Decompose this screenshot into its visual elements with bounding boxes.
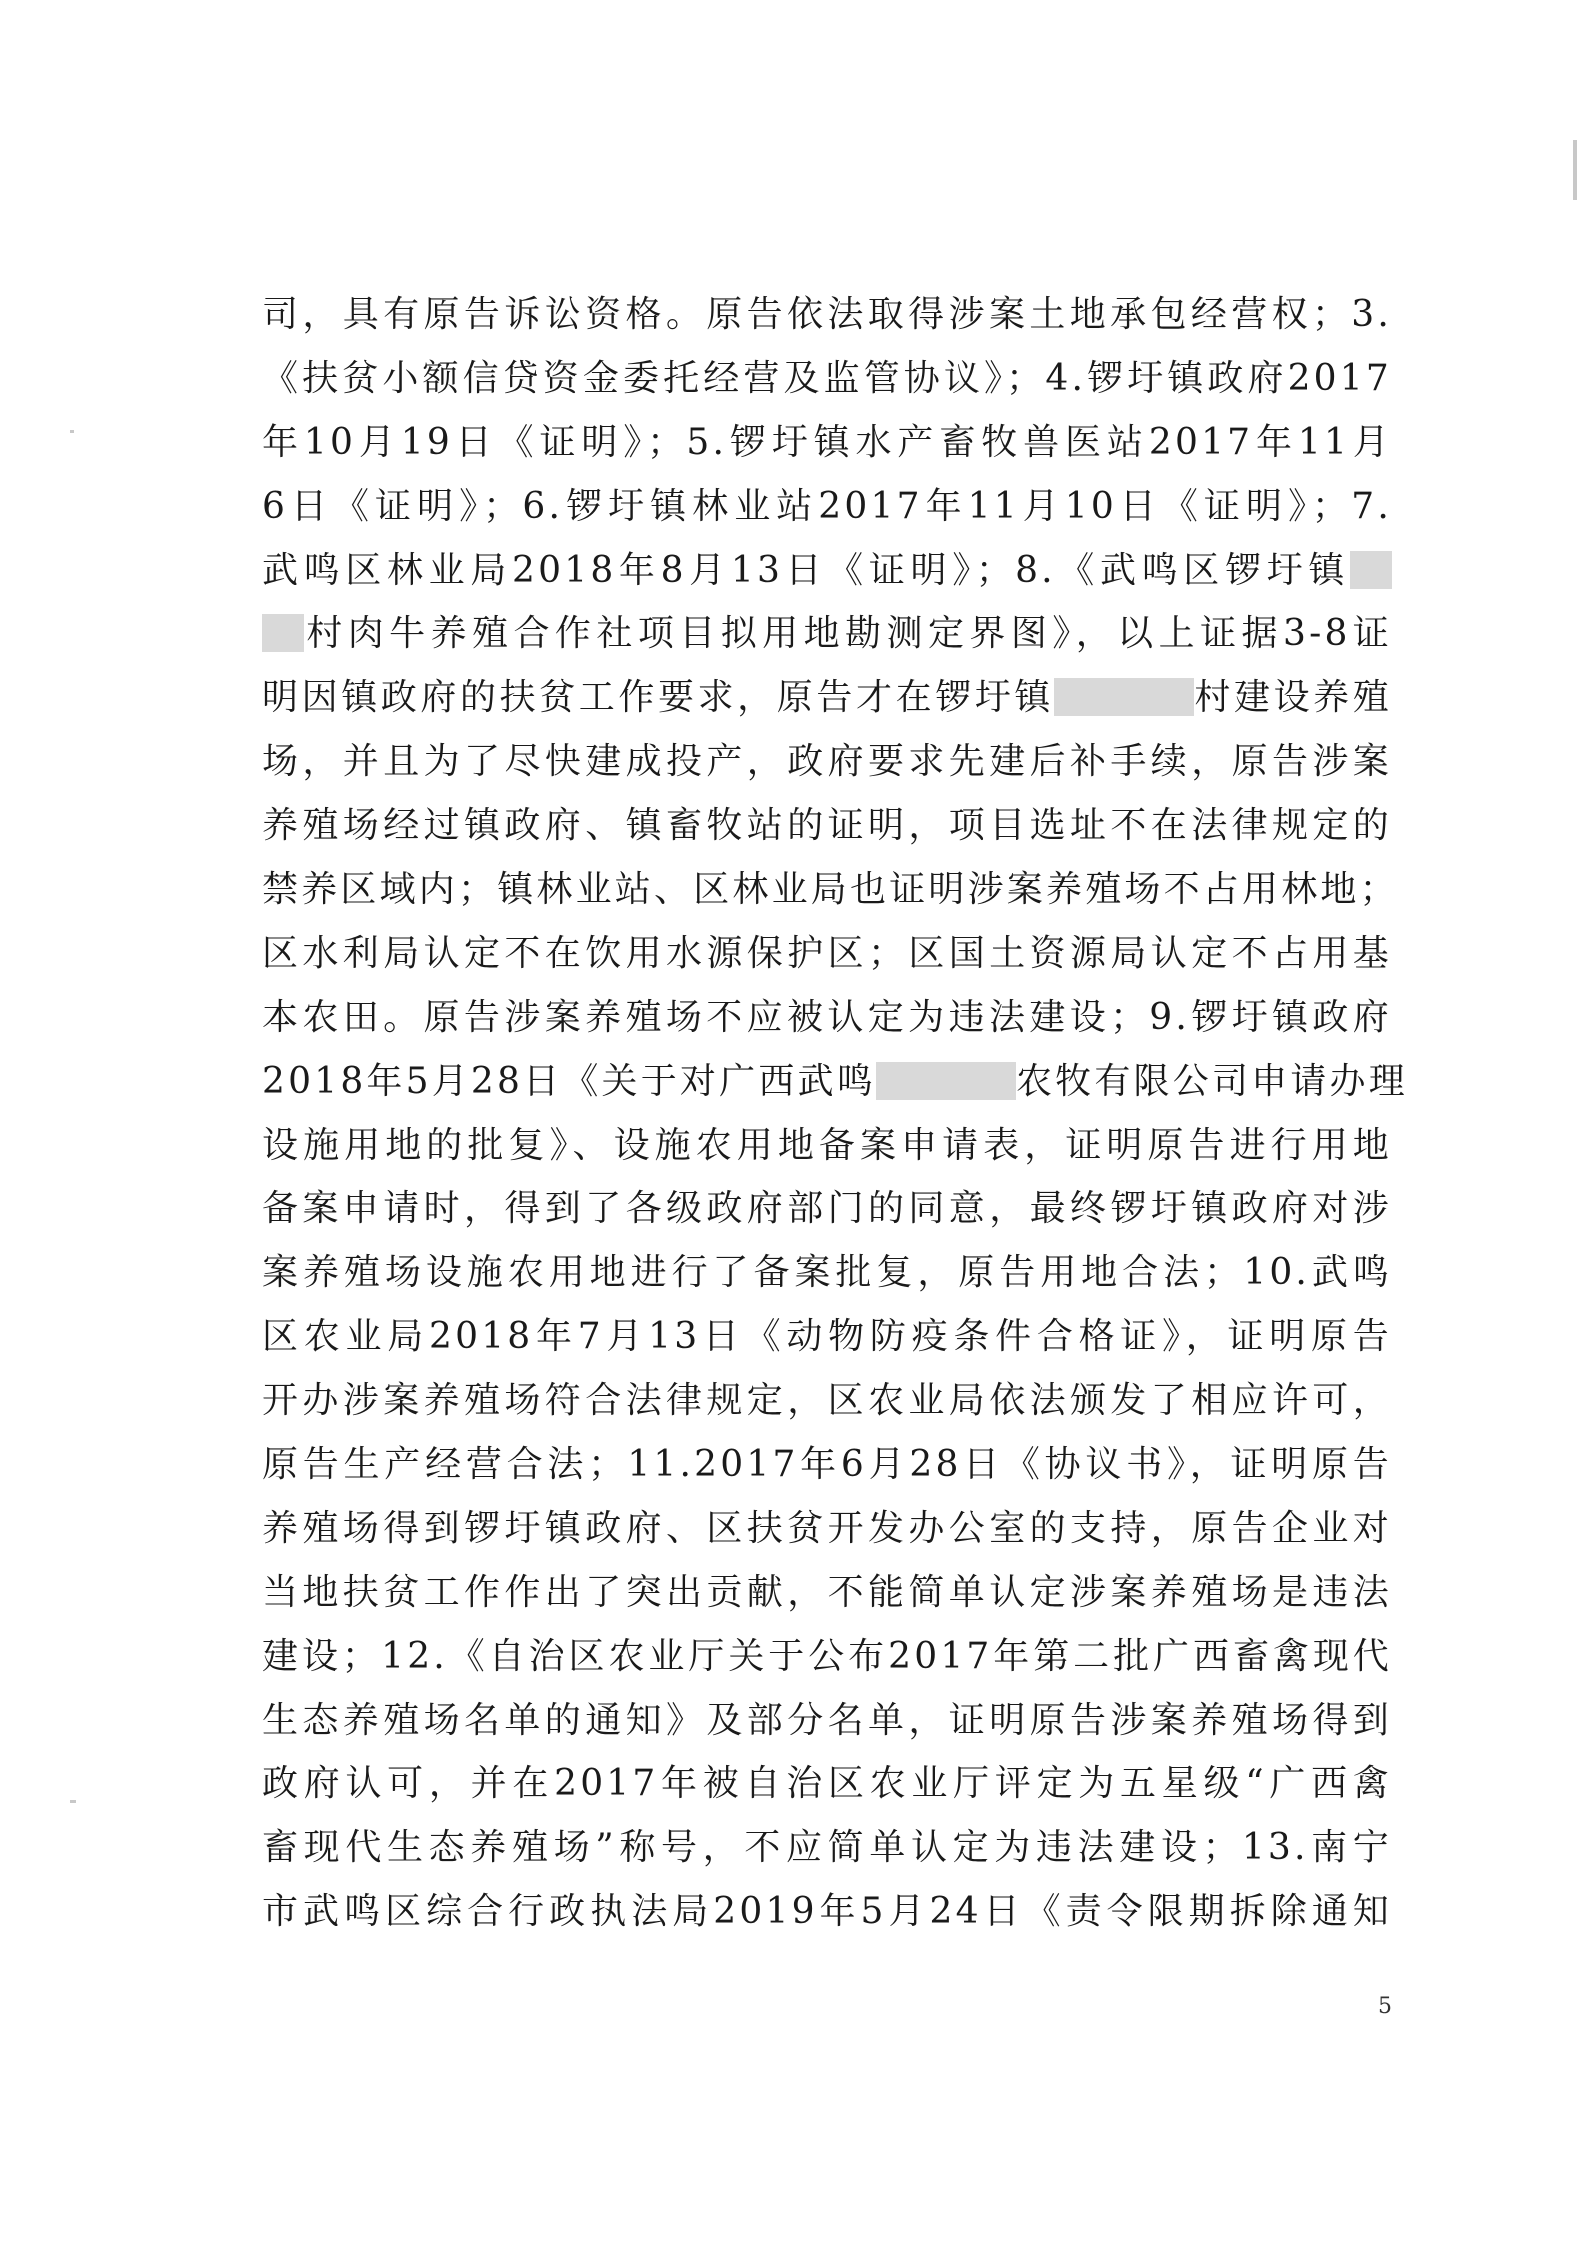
text-segment: 村肉牛养殖合作社项目拟用地勘测定界图》，以上证据3-8证 (304, 613, 1392, 655)
text-line (262, 1880, 1392, 1944)
text-segment: 区水利局认定不在饮用水源保护区；区国土资源局认定不占用基 (262, 932, 1392, 974)
text-segment: 年10月19日《证明》；5.锣圩镇水产畜牧兽医站2017年11月 (262, 421, 1392, 463)
text-segment: 养殖场经过镇政府、镇畜牧站的证明，项目选址不在法律规定的 (262, 805, 1392, 847)
text-segment: 市武鸣区综合行政执法局2019年5月24日《责令限期拆除通知 (262, 1891, 1392, 1933)
text-line (262, 1305, 1392, 1369)
text-segment: 禁养区域内；镇林业站、区林业局也证明涉案养殖场不占用林地； (262, 869, 1399, 911)
text-line (262, 1050, 1408, 1114)
text-line (262, 666, 1392, 730)
redaction-block (262, 614, 304, 652)
scan-margin-mark (1573, 140, 1577, 200)
page-number: 5 (1378, 1994, 1392, 2019)
text-line (262, 1752, 1392, 1816)
text-segment: 生态养殖场名单的通知》及部分名单，证明原告涉案养殖场得到 (262, 1699, 1392, 1741)
text-line (262, 1433, 1392, 1497)
text-segment: 政府认可，并在2017年被自治区农业厅评定为五星级“广西禽 (262, 1763, 1392, 1805)
text-line (262, 730, 1392, 794)
text-segment: 原告生产经营合法；11.2017年6月28日《协议书》，证明原告 (262, 1444, 1392, 1486)
text-line (262, 539, 1392, 603)
text-segment: 养殖场得到锣圩镇政府、区扶贫开发办公室的支持，原告企业对 (262, 1507, 1392, 1549)
text-line (262, 1114, 1392, 1178)
text-segment: 明因镇政府的扶贫工作要求，原告才在锣圩镇 (262, 677, 1054, 719)
text-segment: 村建设养殖 (1193, 677, 1392, 719)
text-segment: 6日《证明》；6.锣圩镇林业站2017年11月10日《证明》；7. (262, 485, 1392, 527)
text-line (262, 411, 1392, 475)
text-segment: 区农业局2018年7月13日《动物防疫条件合格证》，证明原告 (262, 1316, 1392, 1358)
text-segment: 当地扶贫工作作出了突出贡献，不能简单认定涉案养殖场是违法 (262, 1571, 1392, 1613)
text-segment: 开办涉案养殖场符合法律规定，区农业局依法颁发了相应许可， (262, 1380, 1392, 1422)
text-segment: 2018年5月28日《关于对广西武鸣 (262, 1060, 876, 1102)
text-segment: 设施用地的批复》、设施农用地备案申请表，证明原告进行用地 (262, 1124, 1392, 1166)
redaction-block (1054, 678, 1194, 716)
redaction-block (1350, 551, 1392, 589)
text-segment: 畜现代生态养殖场”称号，不应简单认定为违法建设；13.南宁 (262, 1827, 1392, 1869)
text-line (262, 1497, 1392, 1561)
text-segment: 场，并且为了尽快建成投产，政府要求先建后补手续，原告涉案 (262, 741, 1392, 783)
text-segment: 本农田。原告涉案养殖场不应被认定为违法建设；9.锣圩镇政府 (262, 996, 1392, 1038)
redaction-block (876, 1062, 1016, 1100)
text-line (262, 1177, 1392, 1241)
text-segment: 备案申请时，得到了各级政府部门的同意，最终锣圩镇政府对涉 (262, 1188, 1392, 1230)
text-line (262, 1369, 1392, 1433)
text-line (262, 986, 1392, 1050)
text-line (262, 602, 1392, 666)
text-segment: 司，具有原告诉讼资格。原告依法取得涉案土地承包经营权；3. (262, 294, 1392, 335)
text-line (262, 475, 1392, 539)
text-line (262, 794, 1392, 858)
document-body (262, 283, 1408, 1944)
scan-margin-mark (70, 1800, 76, 1803)
text-line (262, 283, 1392, 347)
text-line (262, 922, 1392, 986)
text-segment: 建设；12.《自治区农业厅关于公布2017年第二批广西畜禽现代 (262, 1635, 1392, 1677)
text-segment: 武鸣区林业局2018年8月13日《证明》；8.《武鸣区锣圩镇 (262, 549, 1350, 591)
scan-margin-mark (70, 430, 74, 433)
text-line (262, 1241, 1392, 1305)
text-line (262, 347, 1392, 411)
text-line (262, 1816, 1392, 1880)
text-line (262, 1689, 1392, 1753)
text-segment: 案养殖场设施农用地进行了备案批复，原告用地合法；10.武鸣 (262, 1252, 1392, 1294)
text-segment: 农牧有限公司申请办理 (1015, 1060, 1408, 1102)
text-line (262, 1561, 1392, 1625)
text-line (262, 858, 1399, 922)
text-segment: 《扶贫小额信贷资金委托经营及监管协议》；4.锣圩镇政府2017 (262, 357, 1392, 399)
text-line (262, 1625, 1392, 1689)
